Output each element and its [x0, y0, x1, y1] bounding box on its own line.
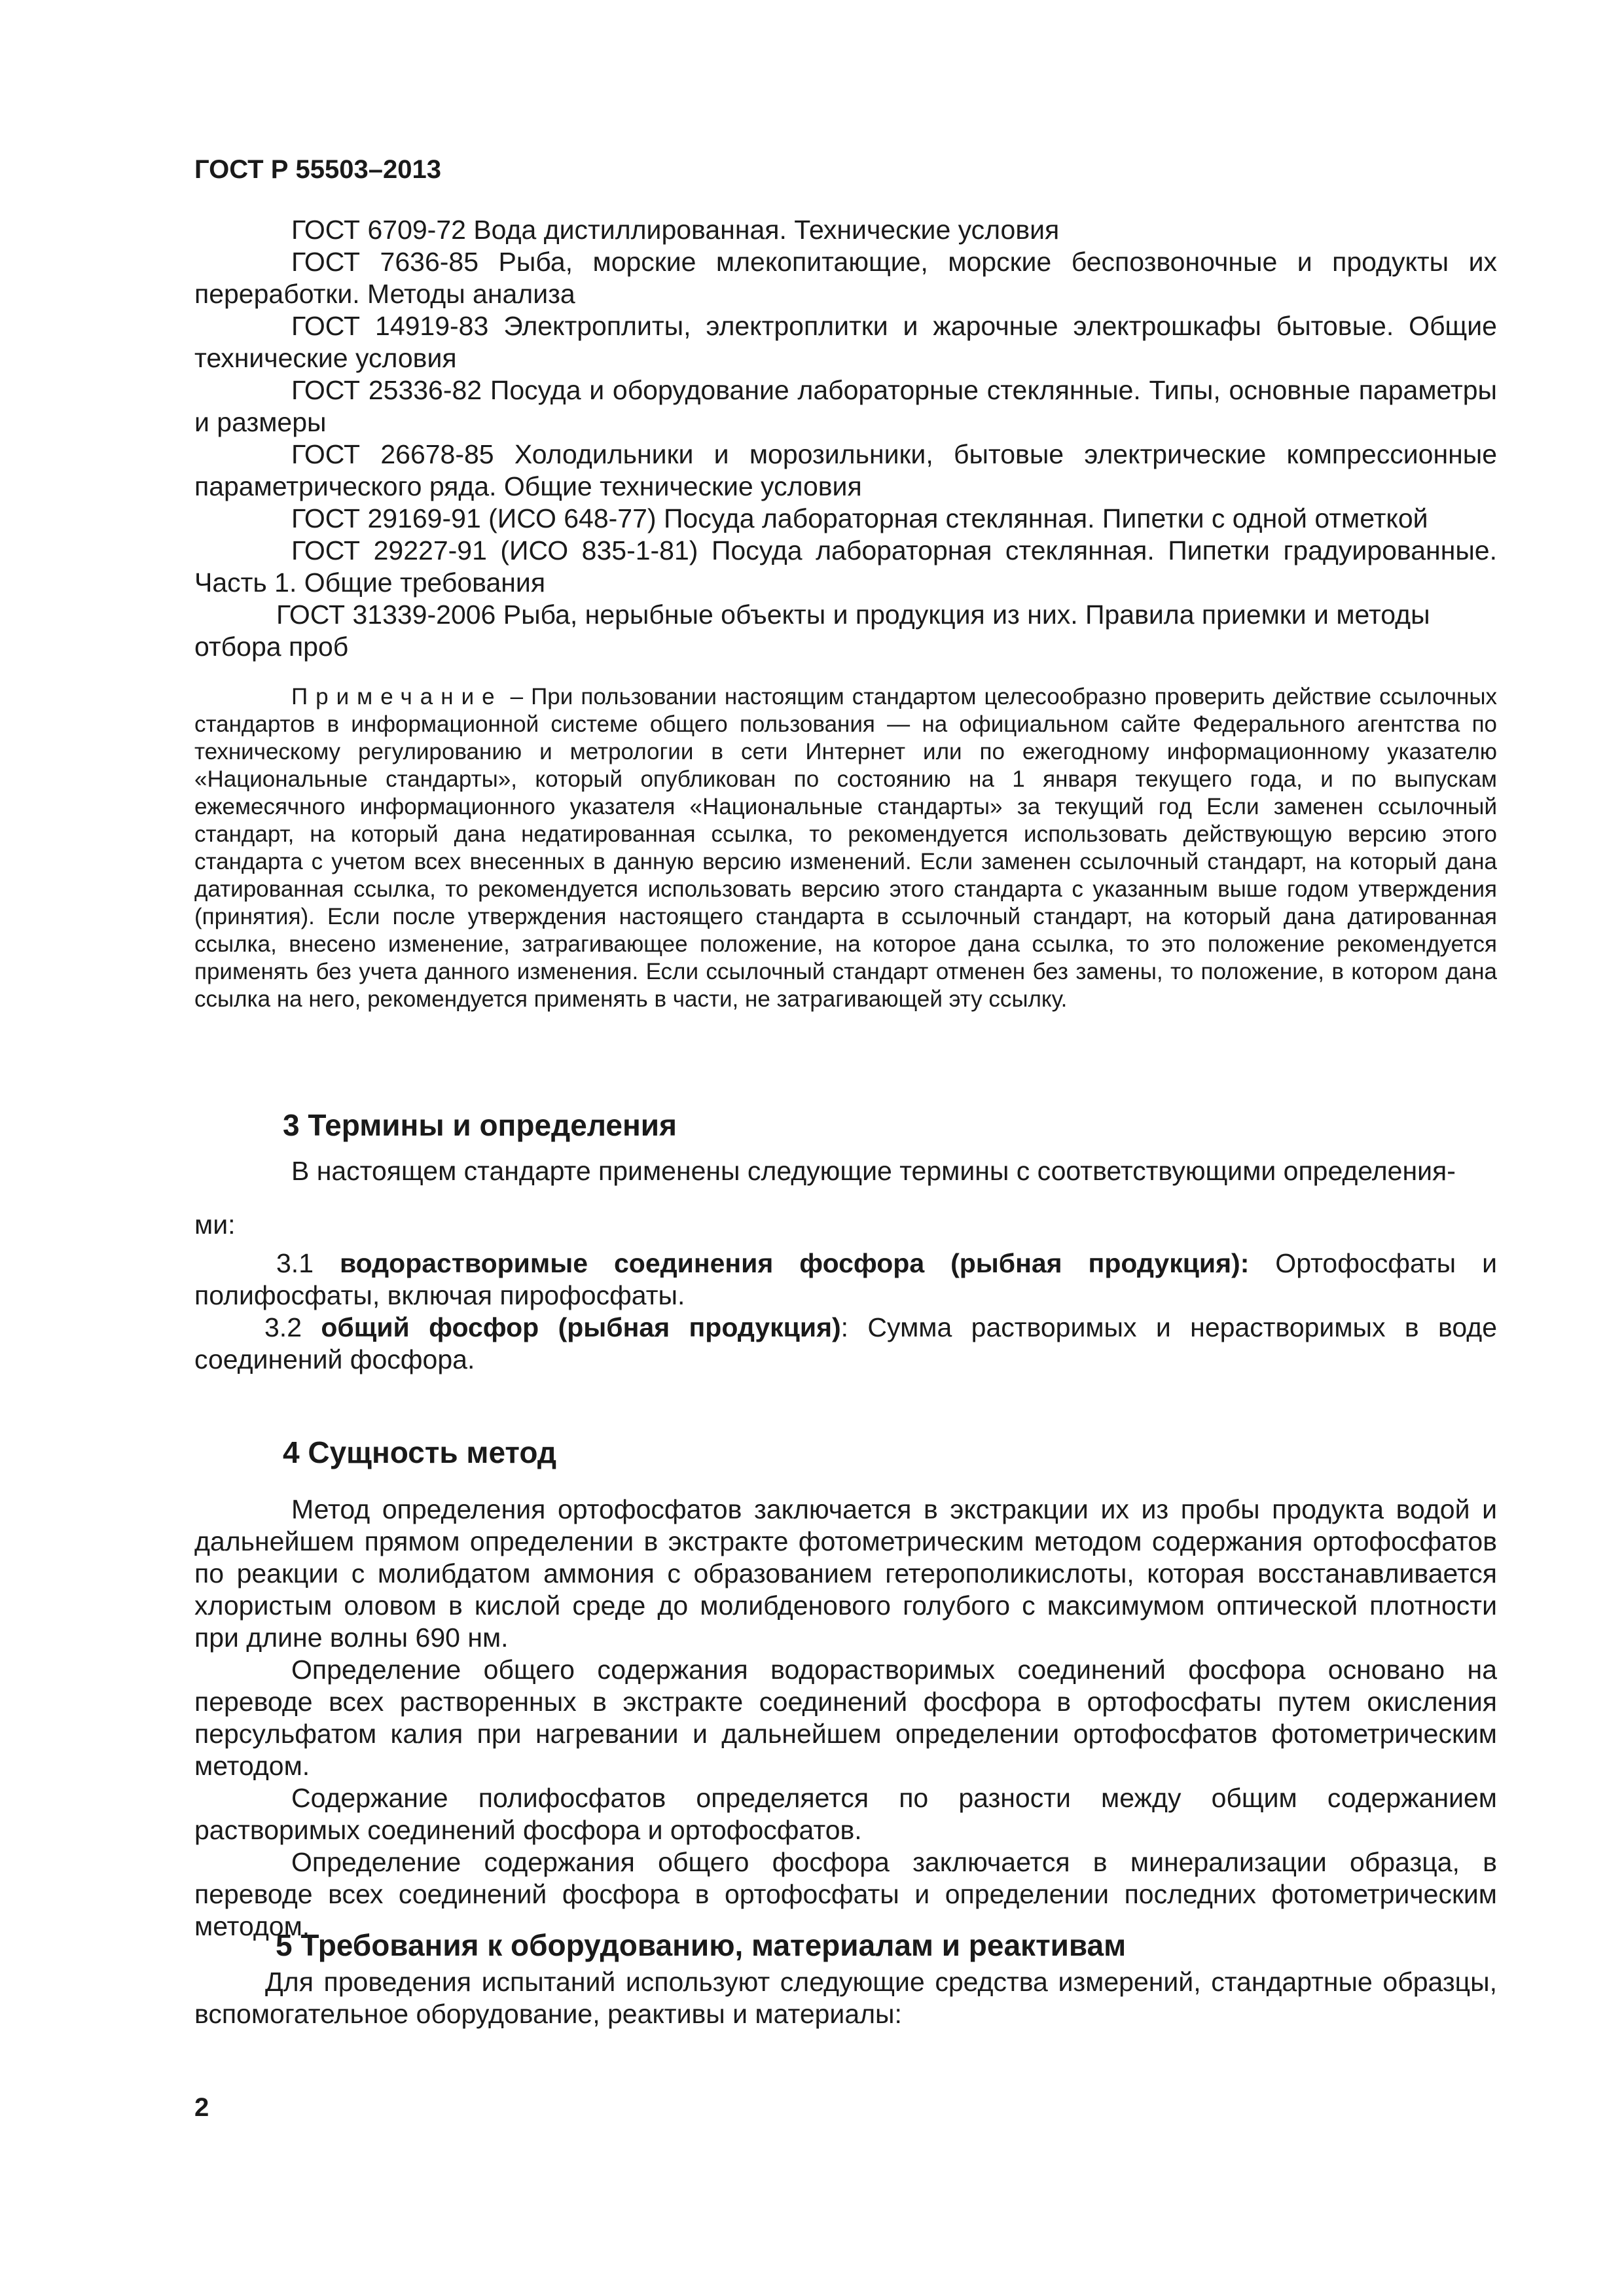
- document-header: ГОСТ Р 55503–2013: [194, 155, 441, 184]
- body-paragraph: Для проведения испытаний используют следующие средства измерений, стандартные образцы, вспомогательное оборудование, реактивы и материалы:: [194, 1967, 1497, 2029]
- term-definition: [194, 1247, 1497, 1312]
- reference-item: ГОСТ 29169-91 (ИСО 648-77) Посуда лабораторная стеклянная. Пипетки с одной отметкой: [291, 503, 1428, 533]
- reference-item: ГОСТ 7636-85 Рыба, морские млекопитающие, морские беспозвоночные и продукты их переработки. Методы анализа: [194, 247, 1497, 309]
- term-name: общий фосфор (рыбная продукция): [321, 1312, 841, 1342]
- section-5-body: [194, 1966, 1497, 2030]
- section-3-intro-tail: ми:: [194, 1210, 236, 1240]
- terms-list: [194, 1247, 1497, 1376]
- body-paragraph: Определение содержания общего фосфора заключается в минерализации образца, в переводе всех соединений фосфора в ортофосфаты и определении последних фотометрическим методом.: [194, 1847, 1497, 1941]
- term-number: 3.1: [276, 1248, 340, 1278]
- section-5-heading: 5 Требования к оборудованию, материалам и реактивам: [276, 1928, 1127, 1962]
- term-number: 3.2: [264, 1312, 321, 1342]
- section-4-heading: 4 Сущность метод: [283, 1435, 557, 1469]
- body-paragraph: Определение общего содержания водорастворимых соединений фосфора основано на переводе всех растворенных в экстракте соединений фосфора в ортофосфаты путем окисления персульфатом калия при нагревании и дальнейшем определении ортофосфатов фотометрическим методом.: [194, 1655, 1497, 1781]
- section-4-body: [194, 1494, 1497, 1943]
- term-text: Ортофосфаты и полифосфаты, включая пирофосфаты.: [194, 1248, 1497, 1310]
- reference-item: ГОСТ 14919-83 Электроплиты, электроплитки и жарочные электрошкафы бытовые. Общие технические условия: [194, 311, 1497, 373]
- reference-item: ГОСТ 6709-72 Вода дистиллированная. Технические условия: [291, 215, 1060, 245]
- note-label: Примечание: [291, 684, 503, 709]
- term-name: водорастворимые соединения фосфора (рыбная продукция):: [339, 1248, 1250, 1278]
- section-3-heading: 3 Термины и определения: [283, 1108, 677, 1142]
- body-paragraph: Содержание полифосфатов определяется по разности между общим содержанием растворимых соединений фосфора и ортофосфатов.: [194, 1783, 1497, 1845]
- note-paragraph: [194, 683, 1497, 1013]
- body-paragraph: Метод определения ортофосфатов заключается в экстракции их из пробы продукта водой и дальнейшем прямом определении в экстракте фотометрическим методом содержания ортофосфатов по реакции с молибдатом аммония с образованием гетерополикислоты, которая восстанавливается хлористым оловом в кислой среде до молибденового голубого с максимумом оптической плотности при длине волны 690 нм.: [194, 1494, 1497, 1653]
- page-number: 2: [194, 2093, 209, 2122]
- reference-item: ГОСТ 26678-85 Холодильники и морозильники, бытовые электрические компрессионные параметрического ряда. Общие технические условия: [194, 439, 1497, 501]
- reference-item: ГОСТ 31339-2006 Рыба, нерыбные объекты и продукция из них. Правила приемки и методы отбора проб: [194, 600, 1430, 662]
- normative-references-list: [194, 214, 1497, 663]
- reference-item: ГОСТ 25336-82 Посуда и оборудование лабораторные стеклянные. Типы, основные параметры и размеры: [194, 375, 1497, 437]
- term-text: : Сумма растворимых и нерастворимых в воде соединений фосфора.: [194, 1312, 1497, 1374]
- term-definition: [194, 1312, 1497, 1376]
- note-text: – При пользовании настоящим стандартом целесообразно проверить действие ссылочных стандартов в информационной системе общего пользования — на официальном сайте Федерального агентства по техническому регулированию и метрологии в сети Интернет или по ежегодному информационному указателю «Национальные стандарты», который опубликован по состоянию на 1 января текущего года, и по выпускам ежемесячного информационного указателя «Национальные стандарты» за текущий год Если заменен ссылочный стандарт, на который дана недатированная ссылка, то рекомендуется использовать действующую версию этого стандарта с учетом всех внесенных в данную версию изменений. Если заменен ссылочный стандарт, на который дана датированная ссылка, то рекомендуется использовать версию этого стандарта с указанным выше годом утверждения (принятия). Если после утверждения настоящего стандарта в ссылочный стандарт, на который дана датированная ссылка, внесено изменение, затрагивающее положение, на которое дана ссылка, то это положение рекомендуется применять без учета данного изменения. Если ссылочный стандарт отменен без замены, то положение, в котором дана ссылка на него, рекомендуется применять в части, не затрагивающей эту ссылку.: [194, 684, 1497, 1012]
- reference-item: ГОСТ 29227-91 (ИСО 835-1-81) Посуда лабораторная стеклянная. Пипетки градуированные. Часть 1. Общие требования: [194, 535, 1497, 598]
- section-3-intro: В настоящем стандарте применены следующие термины с соответствующими определения-: [291, 1156, 1456, 1186]
